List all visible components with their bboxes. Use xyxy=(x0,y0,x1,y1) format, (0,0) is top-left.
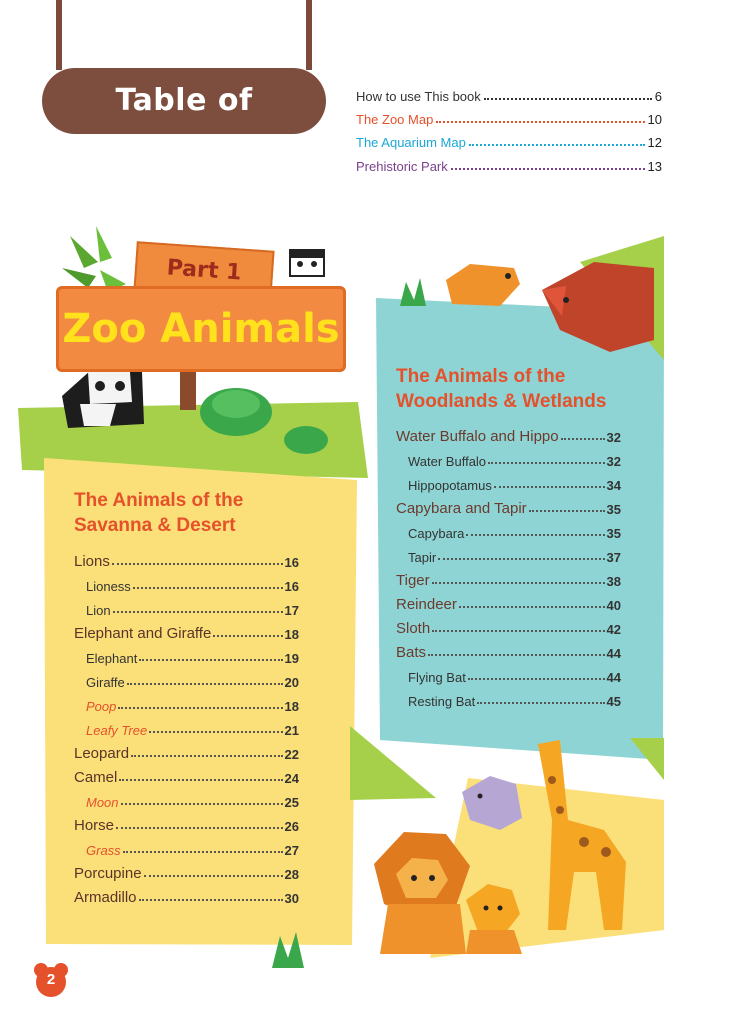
entry-label: Horse xyxy=(74,817,115,834)
entry-page: 42 xyxy=(606,622,621,637)
leader-dots xyxy=(121,802,283,805)
panda-small-illustration xyxy=(290,250,324,276)
entry-label: Tiger xyxy=(396,572,430,589)
page-number: 2 xyxy=(46,971,56,988)
entry-label: Lion xyxy=(86,603,111,618)
woodlands-section-title xyxy=(396,364,606,414)
grass-illustration xyxy=(400,278,426,306)
leader-dots xyxy=(119,778,282,781)
entry-label: Lions xyxy=(74,553,110,570)
entry-label: Water Buffalo xyxy=(408,454,487,469)
entry-label: Sloth xyxy=(396,620,431,637)
entry-page: 44 xyxy=(606,646,621,661)
leader-dots xyxy=(118,706,282,709)
entry-page: 35 xyxy=(606,502,621,517)
entry-label: Armadillo xyxy=(74,889,137,906)
entry-label: Bats xyxy=(396,644,427,661)
savanna-entry[interactable] xyxy=(86,790,299,810)
woodlands-title-line2: Woodlands & Wetlands xyxy=(396,391,607,412)
leader-dots xyxy=(468,677,605,680)
toc-page: 10 xyxy=(647,112,662,127)
savanna-entry[interactable] xyxy=(86,718,299,738)
entry-label: Tapir xyxy=(408,550,437,565)
savanna-entry[interactable] xyxy=(74,550,299,570)
entry-label: Resting Bat xyxy=(408,694,476,709)
toc-label: How to use This book xyxy=(356,89,481,104)
woodlands-entry[interactable] xyxy=(396,569,621,589)
entry-page: 26 xyxy=(284,819,299,834)
toc-page: 13 xyxy=(647,159,662,174)
capybara-illustration xyxy=(446,264,520,306)
entry-page: 40 xyxy=(606,598,621,613)
entry-label: Grass xyxy=(86,843,121,858)
part-title: Zoo Animals xyxy=(56,286,346,372)
entry-page: 30 xyxy=(284,891,299,906)
leader-dots xyxy=(428,653,605,656)
woodlands-entry[interactable] xyxy=(396,593,621,613)
savanna-entry[interactable] xyxy=(74,862,299,882)
toc-page: 12 xyxy=(647,135,662,150)
elephant-illustration xyxy=(462,776,522,830)
entry-page: 34 xyxy=(606,478,621,493)
entry-page: 16 xyxy=(284,555,299,570)
leader-dots xyxy=(438,557,604,560)
savanna-entry[interactable] xyxy=(86,670,299,690)
entry-label: Camel xyxy=(74,769,118,786)
savanna-entry[interactable] xyxy=(86,646,299,666)
savanna-entry[interactable] xyxy=(74,742,299,762)
grass-illustration-bottom xyxy=(272,932,304,968)
entry-label: Leafy Tree xyxy=(86,723,148,738)
leader-dots xyxy=(144,874,283,877)
savanna-entry[interactable] xyxy=(86,694,299,714)
entry-page: 37 xyxy=(606,550,621,565)
leader-dots xyxy=(529,509,605,512)
entry-page: 18 xyxy=(284,699,299,714)
woodlands-entry[interactable] xyxy=(396,497,621,517)
toc-label: The Zoo Map xyxy=(356,112,434,127)
leader-dots xyxy=(139,658,282,661)
entry-label: Elephant xyxy=(86,651,138,666)
entry-page: 19 xyxy=(284,651,299,666)
leader-dots xyxy=(112,562,283,565)
savanna-entry[interactable] xyxy=(74,886,299,906)
leader-dots xyxy=(127,682,283,685)
entry-page: 27 xyxy=(284,843,299,858)
leader-dots xyxy=(488,461,604,464)
woodlands-entry[interactable] xyxy=(408,449,621,469)
tapir-illustration xyxy=(542,262,654,352)
entry-label: Giraffe xyxy=(86,675,125,690)
savanna-entry[interactable] xyxy=(86,838,299,858)
entry-label: Flying Bat xyxy=(408,670,466,685)
woodlands-entry[interactable] xyxy=(396,641,621,661)
bush-illustration xyxy=(200,388,328,454)
entry-page: 22 xyxy=(284,747,299,762)
savanna-entry[interactable] xyxy=(86,574,299,594)
woodlands-entry[interactable] xyxy=(408,545,621,565)
savanna-entry[interactable] xyxy=(74,766,299,786)
entry-page: 20 xyxy=(284,675,299,690)
savanna-entry[interactable] xyxy=(74,622,299,642)
lioness-illustration xyxy=(466,884,522,954)
leader-dots xyxy=(561,437,605,440)
leader-dots xyxy=(116,826,283,829)
leader-dots xyxy=(494,485,605,488)
entry-page: 24 xyxy=(284,771,299,786)
entry-page: 32 xyxy=(606,430,621,445)
leader-dots xyxy=(123,850,283,853)
entry-page: 18 xyxy=(284,627,299,642)
leader-dots xyxy=(432,581,605,584)
entry-label: Leopard xyxy=(74,745,130,762)
woodlands-entry[interactable] xyxy=(408,521,621,541)
page-title: Table of Contents xyxy=(42,68,326,134)
toc-label: The Aquarium Map xyxy=(356,135,466,150)
leader-dots xyxy=(133,586,283,589)
giraffe-illustration xyxy=(538,740,626,930)
woodlands-entry[interactable] xyxy=(396,425,621,445)
entry-label: Lioness xyxy=(86,579,131,594)
entry-page: 25 xyxy=(284,795,299,810)
leader-dots xyxy=(459,605,605,608)
woodlands-entry[interactable] xyxy=(408,689,621,709)
savanna-title-line2: Savanna & Desert xyxy=(74,515,236,536)
woodlands-entry[interactable] xyxy=(396,617,621,637)
entry-label: Capybara xyxy=(408,526,465,541)
entry-label: Hippopotamus xyxy=(408,478,492,493)
woodlands-entry[interactable] xyxy=(408,665,621,685)
lion-illustration xyxy=(374,832,470,954)
entry-label: Porcupine xyxy=(74,865,142,882)
page-number-badge xyxy=(33,962,69,998)
savanna-title-line1: The Animals of the xyxy=(74,490,244,511)
entry-page: 32 xyxy=(606,454,621,469)
leader-dots xyxy=(466,533,604,536)
leader-dots xyxy=(149,730,282,733)
toc-page: 6 xyxy=(654,89,662,104)
entry-page: 21 xyxy=(284,723,299,738)
woodlands-title-line1: The Animals of the xyxy=(396,366,566,387)
entry-page: 38 xyxy=(606,574,621,589)
savanna-entry[interactable] xyxy=(74,814,299,834)
entry-page: 45 xyxy=(606,694,621,709)
entry-page: 44 xyxy=(606,670,621,685)
leader-dots xyxy=(213,634,282,637)
leader-dots xyxy=(113,610,283,613)
entry-page: 28 xyxy=(284,867,299,882)
savanna-entry[interactable] xyxy=(86,598,299,618)
part-label: Part 1 xyxy=(133,241,274,301)
entry-label: Capybara and Tapir xyxy=(396,500,527,517)
entry-page: 16 xyxy=(284,579,299,594)
leader-dots xyxy=(131,754,282,757)
entry-label: Water Buffalo and Hippo xyxy=(396,428,559,445)
toc-label: Prehistoric Park xyxy=(356,159,448,174)
leader-dots xyxy=(139,898,283,901)
entry-page: 17 xyxy=(284,603,299,618)
entry-label: Elephant and Giraffe xyxy=(74,625,212,642)
woodlands-entry[interactable] xyxy=(408,473,621,493)
entry-label: Poop xyxy=(86,699,117,714)
leader-dots xyxy=(432,629,604,632)
savanna-section-title xyxy=(74,488,243,538)
leader-dots xyxy=(477,701,604,704)
entry-page: 35 xyxy=(606,526,621,541)
entry-label: Moon xyxy=(86,795,119,810)
entry-label: Reindeer xyxy=(396,596,457,613)
